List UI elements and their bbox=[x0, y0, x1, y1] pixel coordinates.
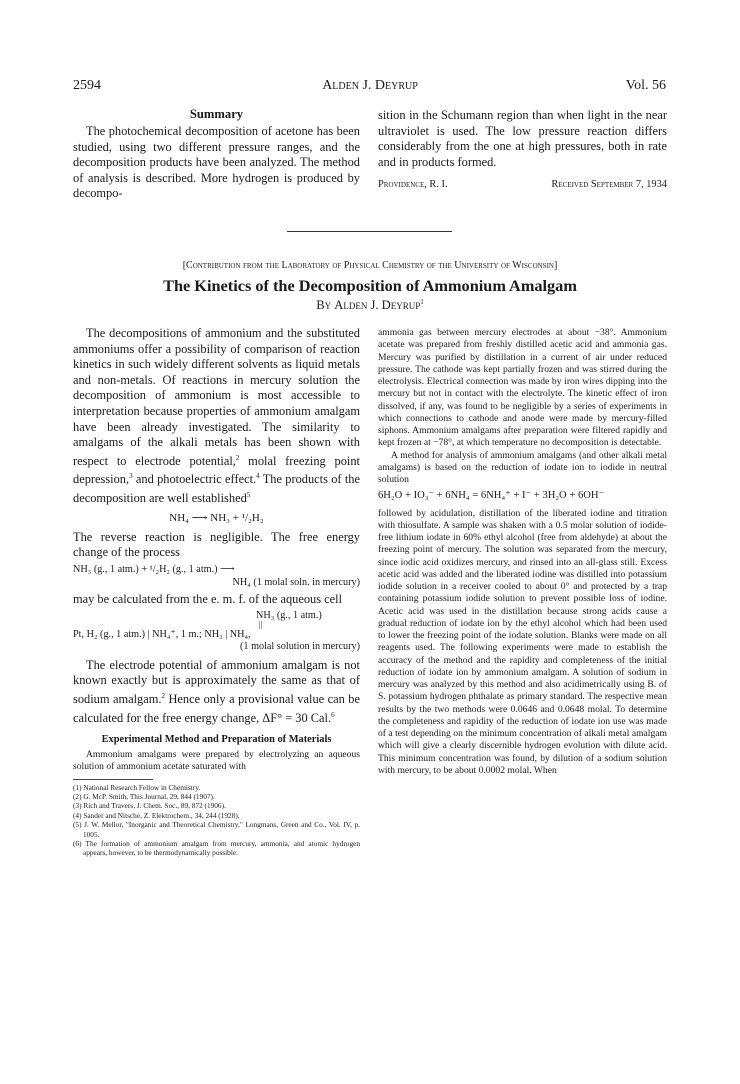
summary-place: Providence, R. I. bbox=[378, 179, 448, 191]
byline bbox=[60, 298, 680, 313]
emf-paragraph: may be calculated from the e. m. f. of the aqueous cell bbox=[73, 591, 343, 606]
experimental-paragraph: Ammonium amalgams were prepared by electrolyzing an aqueous solution of ammonium acetate saturated with bbox=[73, 749, 360, 773]
summary-left-column bbox=[73, 124, 360, 202]
received-line bbox=[378, 177, 667, 193]
summary-left-text: The photochemical decomposition of acetone has been studied, using two different pressure ranges, and the decomposition products have been analyzed. The method of analysis is described. More hydrogen is produced by decompo- bbox=[73, 124, 360, 201]
footnotes bbox=[73, 783, 360, 858]
summary-right-column bbox=[378, 108, 667, 193]
cell-lower: (1 molal solution in mercury) bbox=[240, 640, 360, 652]
footnote: (5) J. W. Mellor, "Inorganic and Theoretical Chemistry," Longmans, Green and Co., Vol. IV, p. 1005. bbox=[73, 820, 360, 839]
footnote-ref: 2 bbox=[161, 692, 165, 701]
cell-upper: NH₃ (g., 1 atm.) bbox=[256, 610, 322, 622]
intro-text: The decompositions of ammonium and the substituted ammoniums offer a possibility of comparison of reaction kinetics in such widely different solvents as liquid metals and non-metals. Of reactions in mercury solution the decomposition of ammonium is most accessible to interpretation because properties of ammonium amalgam have been already investigated. The similarity to amalgams of the alkali metals has been shown with respect to electrode potential, bbox=[73, 326, 360, 468]
equation-line: NH₄ (1 molal soln. in mercury) bbox=[232, 576, 360, 588]
running-author: Alden J. Deyrup bbox=[322, 78, 418, 93]
footnote-rule bbox=[73, 779, 153, 780]
intro-paragraph bbox=[73, 326, 360, 507]
equation-line: NH₃ (g., 1 atm.) + ¹/₂H₂ (g., 1 atm.) ⟶ bbox=[73, 563, 235, 575]
body-text: Hence only a provisional value can be calculated for the free energy change, ΔF° = 30 Cal. bbox=[73, 692, 360, 725]
section-heading: Experimental Method and Preparation of Materials bbox=[101, 733, 332, 745]
byline-name: Alden J. Deyrup bbox=[334, 298, 421, 313]
contribution-line: [Contribution from the Laboratory of Physical Chemistry of the University of Wisconsin] bbox=[182, 260, 558, 271]
experimental-text-block bbox=[73, 749, 360, 774]
summary-right-text: sition in the Schumann region than when light in the near ultraviolet is used. The low pressure reaction differs considerably from the one at high pressures, both in rate and in products formed. bbox=[378, 108, 667, 169]
analysis-paragraph: A method for analysis of ammonium amalgams (and other alkali metal amalgams) is based on the reduction of iodate ion to iodide in neutral solution bbox=[378, 449, 667, 485]
byline-prefix: By bbox=[316, 298, 332, 313]
footnote-ref: 2 bbox=[235, 453, 240, 462]
right-column bbox=[378, 327, 667, 777]
electrode-potential-paragraph bbox=[73, 658, 360, 727]
electrochemical-cell bbox=[73, 610, 360, 652]
left-column bbox=[73, 326, 360, 858]
equation-iodate: 6H₂O + IO₃⁻ + 6NH₄ = 6NH₄⁺ + I⁻ + 3H₂O + 6OH⁻ bbox=[378, 490, 605, 502]
footnote: (6) The formation of ammonium amalgam from mercury, ammonia, and atomic hydrogen appears, however, to be thermodynamically possible. bbox=[73, 839, 360, 858]
footnote: (4) Sander and Nitsche, Z. Elektrochem., 34, 244 (1928). bbox=[73, 810, 240, 820]
byline-footnote-mark: 1 bbox=[420, 298, 424, 306]
footnote-ref: 6 bbox=[331, 710, 335, 719]
footnote-ref: 5 bbox=[246, 491, 251, 500]
volume-label: Vol. 56 bbox=[625, 78, 666, 93]
article-title: The Kinetics of the Decomposition of Ammonium Amalgam bbox=[163, 276, 577, 295]
preparation-paragraph: ammonia gas between mercury electrodes at about −38°. Ammonium acetate was prepared from freshly distilled acetic acid and ammonia gas. Mercury was purified by distillation in a current of air under reduced pressure. The cathode was kept partially frozen and was stirred during the electrolysis. Electrical connection was made by iron wires dipping into the mercury but not in contact with the electrolyte. The kinetic effect of iron dissolved, if any, was found to be negligible by a series of experiments in which connections to cathode and anode were made by mercury-filled siphons. Ammonium amalgams after preparation were filtered rapidly and kept frozen at −78°, at which temperature no decomposition is detectable. bbox=[378, 327, 667, 449]
equation-free-energy bbox=[73, 563, 360, 589]
cell-junction: || bbox=[259, 620, 263, 630]
separator-rule bbox=[287, 231, 452, 232]
summary-heading: Summary bbox=[189, 107, 244, 121]
cell-main: Pt, H₂ (g., 1 atm.) | NH₄⁺, 1 m.; NH₃ | NH₄, bbox=[73, 629, 251, 641]
page-number: 2594 bbox=[73, 78, 101, 93]
footnote-ref: 4 bbox=[256, 472, 260, 481]
equation-decomposition: NH₄ ⟶ NH₃ + ¹/₂H₂ bbox=[169, 511, 264, 524]
footnote: (1) National Research Fellow in Chemistry. bbox=[73, 782, 201, 792]
footnote: (2) G. McP. Smith, This Journal, 29, 844 (1907). bbox=[73, 792, 215, 802]
footnote-ref: 3 bbox=[129, 472, 133, 481]
body-text: The electrode potential of ammonium amalgam is not known exactly but is approximately the same as that of sodium amalgam. bbox=[73, 657, 360, 707]
intro-text: The products of the decomposition are well established bbox=[73, 472, 360, 506]
procedure-paragraph: followed by acidulation, distillation of the liberated iodine and titration with thiosulfate. A sample was shaken with a 0.5 molar solution of iodide-free lithium iodate in 60% ethyl alcohol (free from aldehyde) at about the freezing point of mercury. The solution was separated from the mercury, since iodic acid oxidizes mercury, and rinsed into an all-glass still. Excess acetic acid was added and the liberated iodine was distilled into potassium iodide solution in a receiver cooled to about 0° and protected by a trap containing potassium iodide solution to prevent possible loss of iodine. Acetic acid was used in the distillation because strong acids cause a gradual reduction of iodate ion by the ethyl alcohol which had been used to lower the freezing point of the iodate solution. Blanks were made on all reagents used. The following experiments were made to establish the accuracy of the method and the rapidity and completeness of the initial reduction of iodate ion by ammonium amalgam. A solution of sodium in mercury was analyzed by this method and also acidimetrically using B. of S. potassium hydrogen phthalate as primary standard. The respective mean results by the two methods were 0.0646 and 0.0648 molal. To determine the completeness and rapidity of the reduction of iodate ion use was made of a test depending on the minimum concentration of alkali metal amalgam which will give a clearly discernible hydrogen evolution with dilute acid. This minimum concentration was found, by dilution of a sodium solution with mercury, to be about 0.0002 molal. When bbox=[378, 507, 667, 776]
reverse-reaction-paragraph: The reverse reaction is negligible. The free energy change of the process bbox=[73, 529, 360, 560]
footnote: (3) Rich and Travers, J. Chem. Soc., 89, 872 (1906). bbox=[73, 801, 226, 811]
received-date: Received September 7, 1934 bbox=[551, 179, 667, 191]
intro-text: molal freezing point depression, bbox=[73, 453, 360, 487]
intro-text: and photoelectric effect. bbox=[132, 472, 257, 487]
